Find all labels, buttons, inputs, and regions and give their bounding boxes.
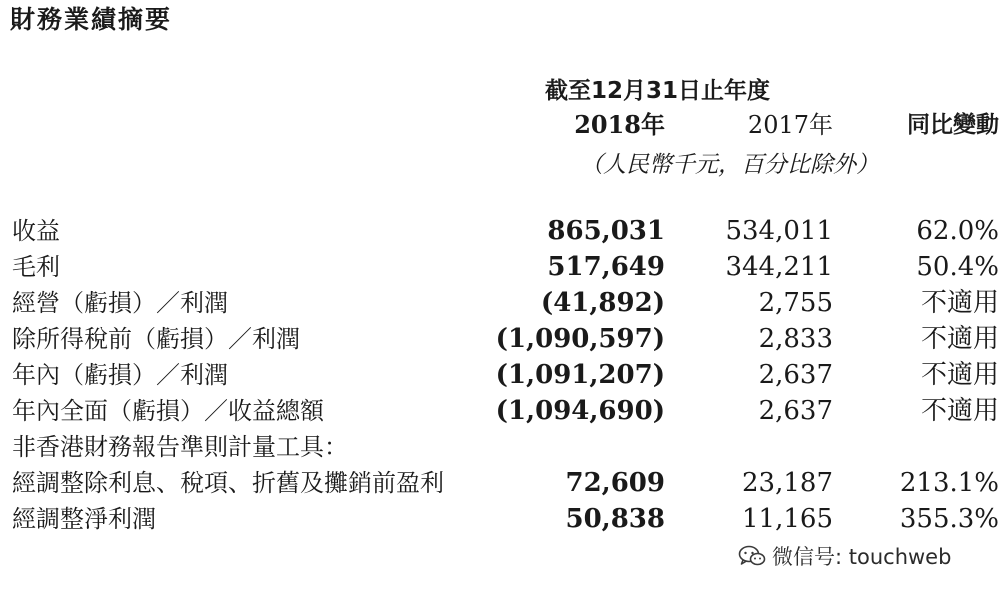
row-label: 年內全面（虧損）／收益總額 (12, 397, 324, 425)
table-row (0, 321, 1007, 357)
section-label-non-hkfrs: 非香港財務報告準則計量工具： (12, 433, 348, 461)
value-2018: 517,649 (547, 252, 665, 282)
column-header-2018: 2018年 (574, 110, 665, 139)
value-2017: 344,211 (725, 252, 833, 282)
unit-note: （人民幣千元，百分比除外） (580, 152, 879, 178)
value-change: 355.3% (899, 504, 999, 534)
row-label: 年內（虧損）／利潤 (12, 361, 228, 389)
value-2018: 72,609 (565, 468, 665, 498)
watermark-text: 微信号: touchweb (772, 545, 952, 569)
value-change: 50.4% (916, 252, 999, 282)
value-2018: (41,892) (540, 288, 665, 318)
report-title: 財務業績摘要 (10, 5, 173, 34)
wechat-icon (738, 544, 766, 568)
wechat-watermark (738, 540, 951, 572)
table-row (0, 501, 1007, 537)
value-change: 213.1% (899, 468, 999, 498)
row-label: 毛利 (12, 253, 60, 281)
value-2017: 534,011 (725, 216, 833, 246)
table-row (0, 285, 1007, 321)
row-label: 經調整淨利潤 (12, 505, 156, 533)
table-row (0, 465, 1007, 501)
period-header: 截至12月31日止年度 (545, 78, 771, 104)
value-2017: 23,187 (742, 468, 833, 498)
value-2018: (1,094,690) (495, 396, 665, 426)
value-change: 不適用 (920, 396, 999, 426)
value-2017: 2,637 (758, 360, 833, 390)
value-change: 62.0% (916, 216, 999, 246)
value-2018: (1,090,597) (495, 324, 665, 354)
table-row (0, 213, 1007, 249)
value-change: 不適用 (920, 324, 999, 354)
row-label: 收益 (12, 217, 60, 245)
table-row (0, 429, 1007, 465)
row-label: 除所得稅前（虧損）／利潤 (12, 325, 300, 353)
value-change: 不適用 (920, 288, 999, 318)
table-row (0, 249, 1007, 285)
value-2017: 2,755 (758, 288, 833, 318)
value-2018: (1,091,207) (495, 360, 665, 390)
value-2018: 50,838 (565, 504, 665, 534)
value-2017: 2,637 (758, 396, 833, 426)
value-2018: 865,031 (547, 216, 665, 246)
table-row (0, 393, 1007, 429)
value-2017: 11,165 (742, 504, 833, 534)
column-header-2017: 2017年 (747, 111, 833, 139)
column-header-change: 同比變動 (907, 112, 999, 138)
row-label: 經營（虧損）／利潤 (12, 289, 228, 317)
table-row (0, 357, 1007, 393)
value-change: 不適用 (920, 360, 999, 390)
row-label: 經調整除利息、稅項、折舊及攤銷前盈利 (12, 469, 444, 497)
value-2017: 2,833 (758, 324, 833, 354)
